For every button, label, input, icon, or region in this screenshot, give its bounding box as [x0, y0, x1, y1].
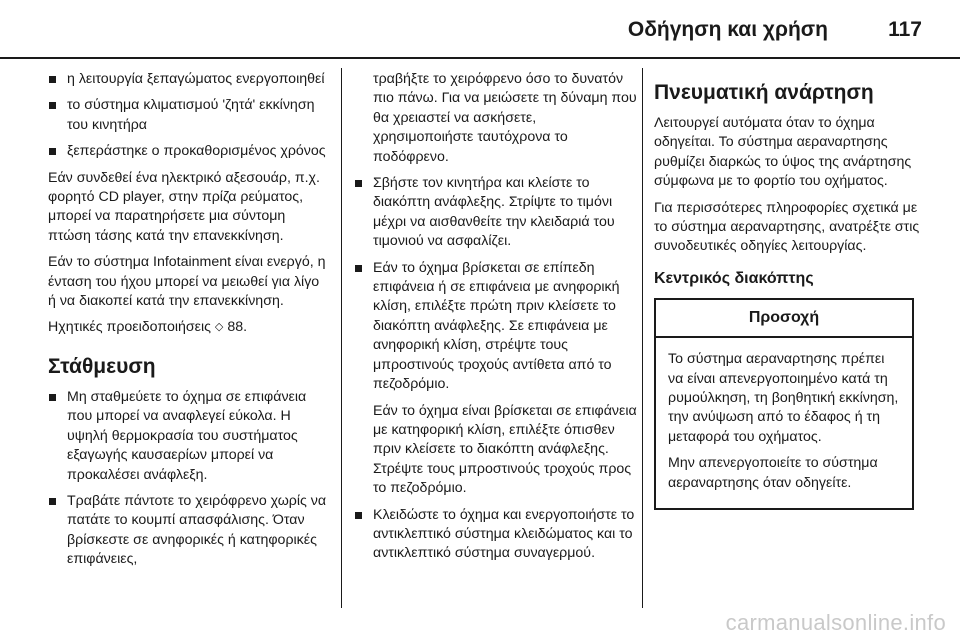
bullet-square-icon [49, 76, 56, 83]
list-item: Κλειδώστε το όχημα και ενεργοποιήστε το αντικλεπτικό σύστημα κλειδώματος και το αντικλεπτικό σύστημα συναγερμού. [354, 506, 638, 564]
running-title: Οδήγηση και χρήση [627, 18, 828, 41]
bullet-square-icon [49, 394, 56, 401]
column-2 [354, 70, 638, 571]
caution-body [656, 338, 912, 508]
watermark: carmanualsonline.info [725, 610, 946, 635]
paragraph: Το σύστημα αεραναρτησης πρέπει να είναι απενεργοποιημένο κατά τη ρυμούλκηση, τη βοηθητική εκκίνηση, την ανύψωση από το έδαφος ή τη μεταφορά του οχήματος. [668, 351, 899, 445]
page-reference-icon: ◇ [214, 321, 224, 334]
bullet-square-icon [355, 265, 362, 272]
cross-reference-paragraph: Ηχητικές προειδοποιήσεις ◇ 88. [48, 319, 248, 336]
page-header [0, 0, 960, 58]
paragraph: Για περισσότερες πληροφορίες σχετικά με το σύστημα αεραναρτησης, ανατρέξτε στις συνοδευτικές οδηγίες λειτουργίας. [654, 199, 920, 255]
column-divider-1 [341, 68, 342, 608]
list-item: Μη σταθμεύετε το όχημα σε επιφάνεια που μπορεί να αναφλεγεί εύκολα. Η υψηλή θερμοκρασία του συστήματος εξαγωγής καυσαερίων μπορεί να προκαλέσει ανάφλεξη. [48, 388, 330, 485]
paragraph: Εάν το όχημα είναι βρίσκεται σε επιφάνεια με κατηφορική κλίση, επιλέξτε όπισθεν πριν κλείσετε το διακόπτη ανάφλεξης. Στρέψτε τους μπροστινούς τροχούς προς το πεζοδρόμιο. [373, 402, 637, 497]
column-1 [48, 70, 330, 577]
column-divider-2 [642, 68, 643, 608]
header-rule [0, 57, 960, 59]
list-item: Εάν το όχημα βρίσκεται σε επίπεδη επιφάνεια ή σε επιφάνεια με ανηφορική κλίση, επιλέξτε πρώτη πριν κλείσετε το διακόπτη ανάφλεξης. Σε επιφάνεια με ανηφορική κλίση, στρέψτε τους μπροστινούς τροχούς αντίθετα από το πεζοδρόμιο. [354, 259, 638, 395]
paragraph-continuation: τραβήξτε το χειρόφρενο όσο το δυνατόν πιο πάνω. Για να μειώσετε τη δύναμη που θα χρειαστεί να ασκήσετε, χρησιμοποιήστε ταυτόχρονα το ποδόφρενο. [373, 71, 637, 165]
column-3 [654, 80, 924, 510]
caution-box [654, 298, 914, 510]
paragraph: Μην απενεργοποιείτε το σύστημα αεραναρτησης όταν οδηγείτε. [668, 455, 878, 491]
bullet-square-icon [49, 498, 56, 505]
caution-title: Προσοχή [656, 300, 912, 338]
page-reference-link[interactable]: 88. [227, 319, 248, 336]
page-number: 117 [888, 18, 922, 41]
paragraph: Εάν το σύστημα Infotainment είναι ενεργό, η ένταση του ήχου μπορεί να μειωθεί για λίγο ή να διακοπεί κατά την επανεκκίνηση. [48, 254, 326, 310]
paragraph: Λειτουργεί αυτόματα όταν το όχημα οδηγείται. Το σύστημα αεραναρτησης ρυθμίζει διαρκώς το ύψος της ανάρτησης σύμφωνα με το φορτίο του οχήματος. [654, 115, 912, 190]
section-heading-parking: Στάθμευση [48, 354, 156, 378]
paragraph: Εάν συνδεθεί ένα ηλεκτρικό αξεσουάρ, π.χ. φορητό CD player, στην πρίζα ρεύματος, μπορεί να παρατηρήσετε μια σύντομη πτώση τάσης κατά την επανεκκίνηση. [48, 169, 320, 244]
bullet-square-icon [355, 512, 362, 519]
bullet-square-icon [49, 148, 56, 155]
bullet-square-icon [49, 102, 56, 109]
list-item: Σβήστε τον κινητήρα και κλείστε το διακόπτη ανάφλεξης. Στρίψτε το τιμόνι μέχρι να αισθανθείτε την κλειδαριά του τιμονιού να ασφαλίζει. [354, 174, 638, 252]
list-item: η λειτουργία ξεπαγώματος ενεργοποιηθεί [48, 70, 330, 89]
list-item: ξεπεράστηκε ο προκαθορισμένος χρόνος [48, 142, 330, 161]
bullet-square-icon [355, 180, 362, 187]
list-item: το σύστημα κλιματισμού 'ζητά' εκκίνηση του κινητήρα [48, 96, 330, 135]
section-heading-air-suspension: Πνευματική ανάρτηση [654, 81, 874, 104]
subheading-main-switch: Κεντρικός διακόπτης [654, 269, 814, 287]
list-item: Τραβάτε πάντοτε το χειρόφρενο χωρίς να πατάτε το κουμπί απασφάλισης. Όταν βρίσκεστε σε ανηφορικές ή κατηφορικές επιφάνειες, [48, 492, 330, 570]
